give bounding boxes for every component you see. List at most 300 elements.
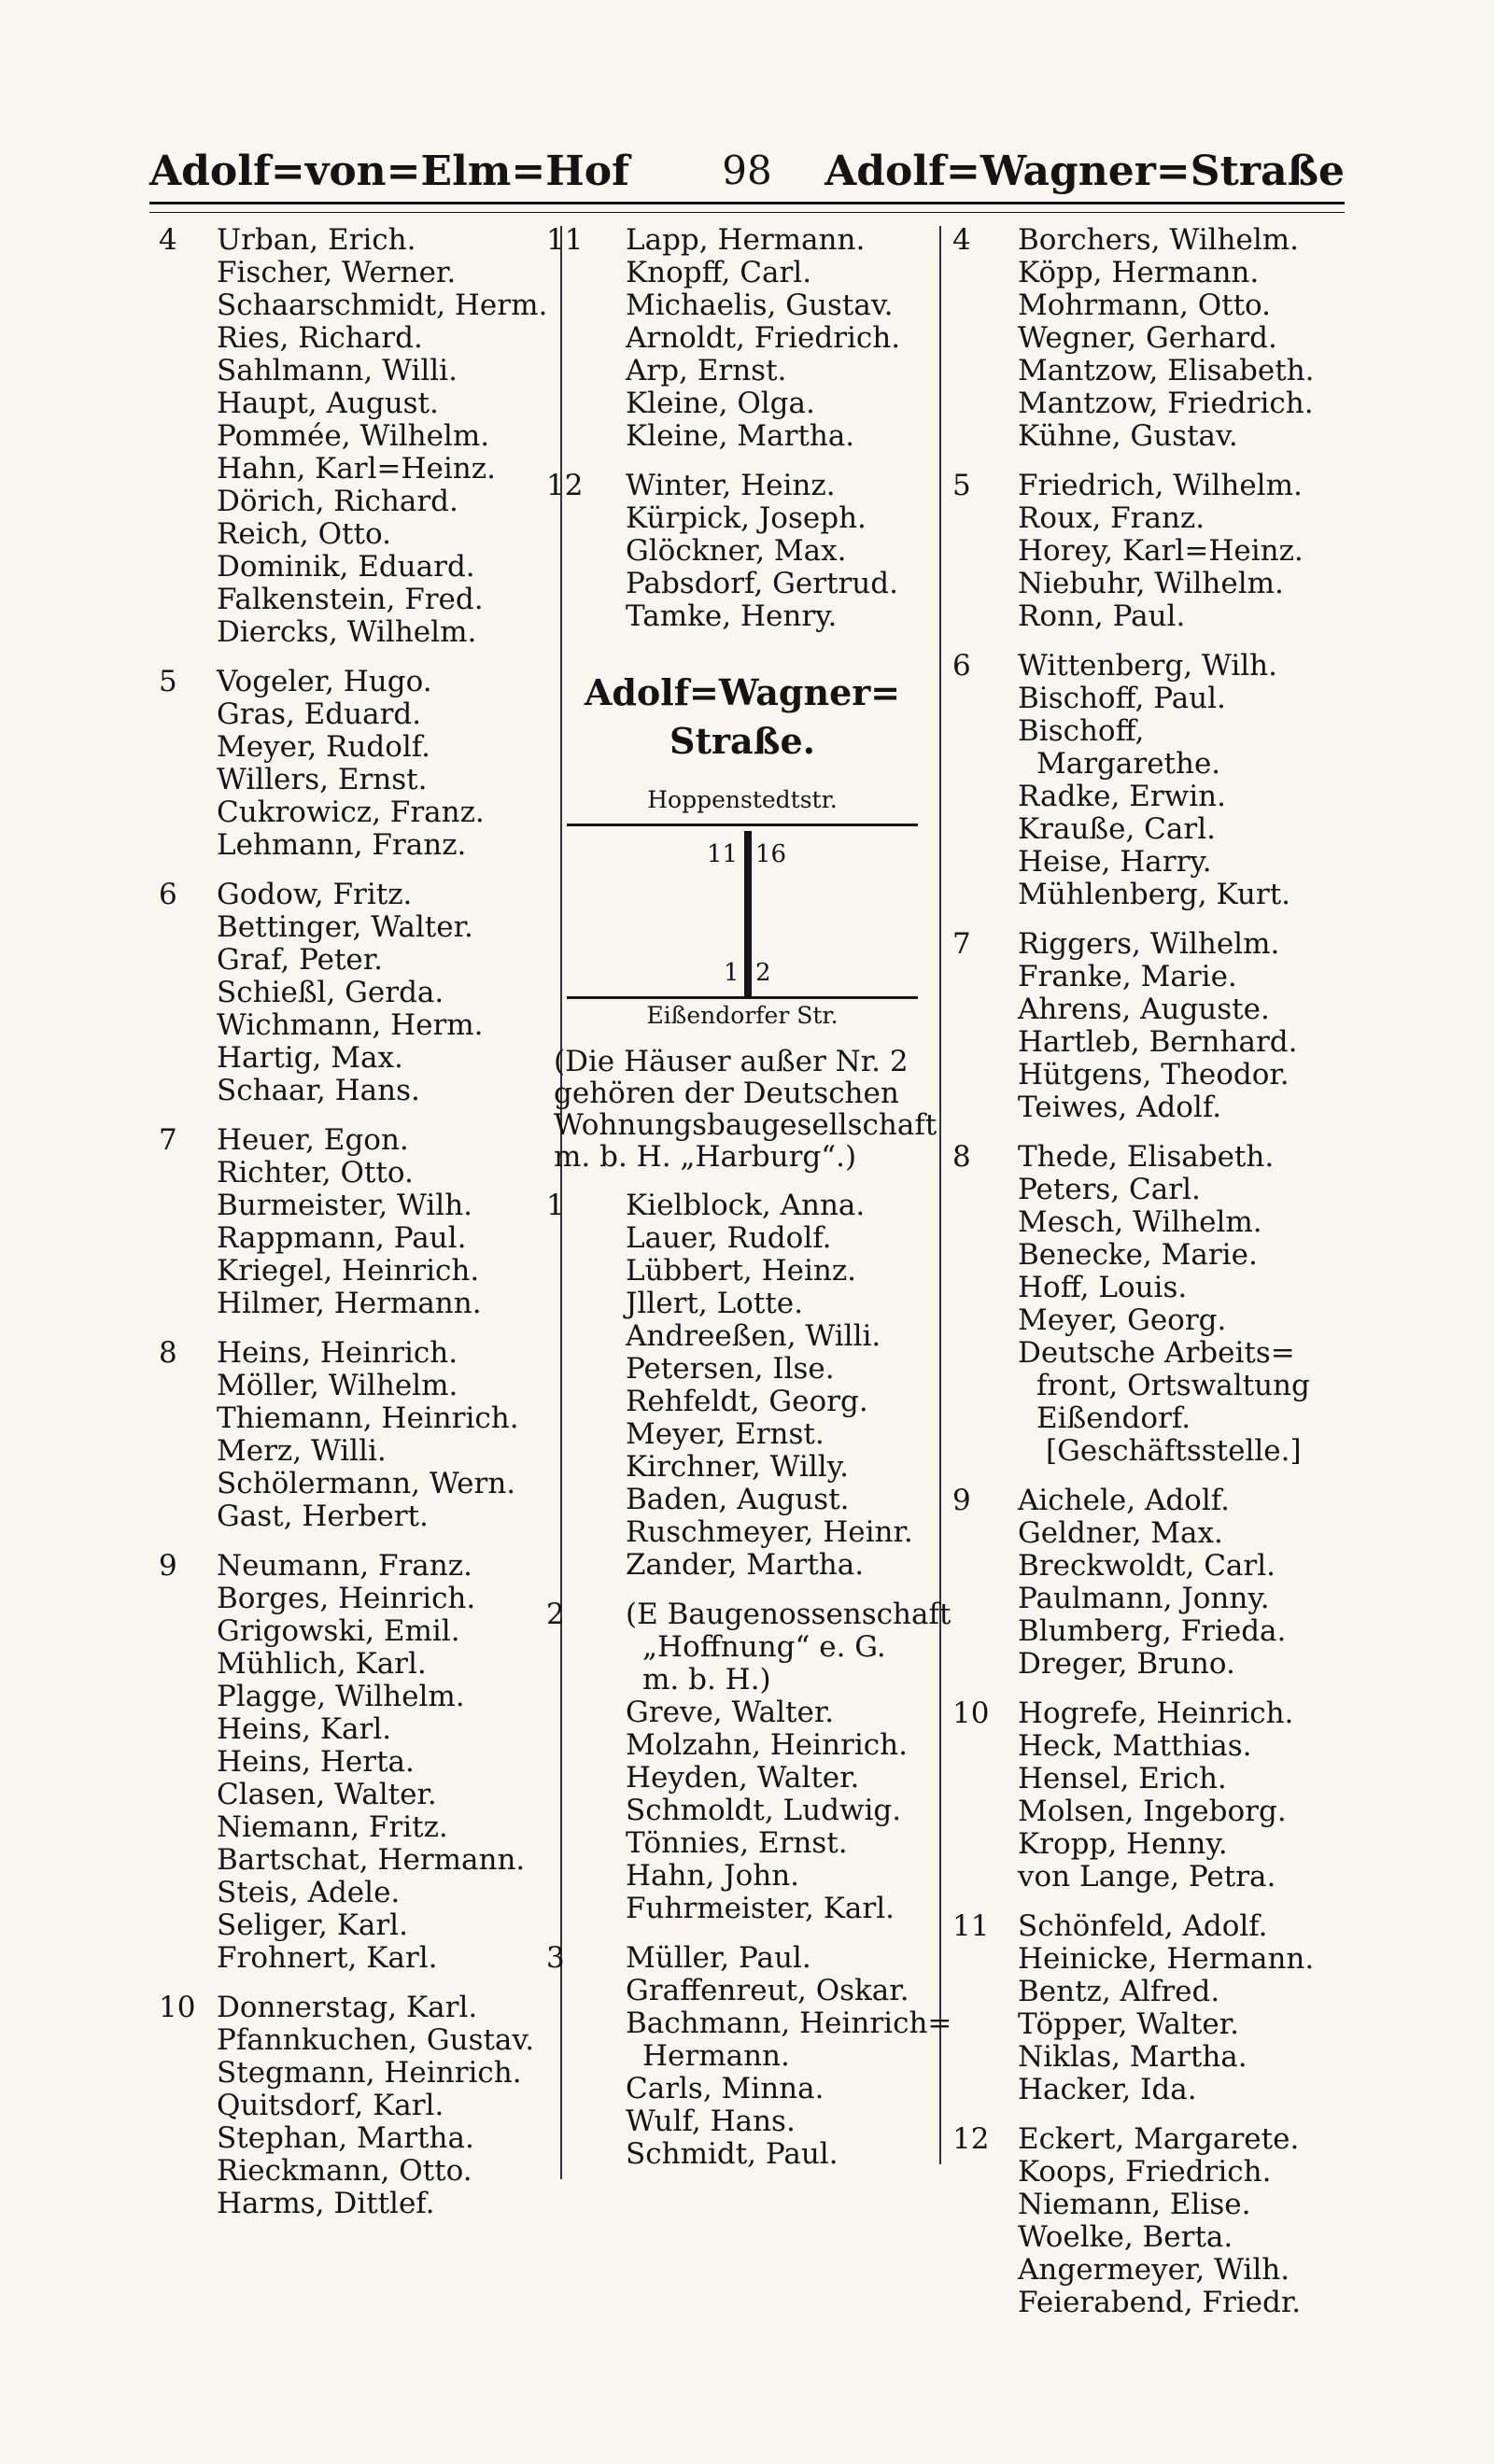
resident-name: Hogrefe, Heinrich. (1018, 1697, 1294, 1730)
resident-entry (952, 470, 1363, 502)
resident-entry (159, 1942, 551, 1975)
resident-entry (546, 1762, 948, 1795)
resident-name: Plagge, Wilhelm. (217, 1680, 465, 1713)
resident-name: Pabsdorf, Gertrud. (626, 567, 898, 600)
house-number: 5 (159, 665, 177, 698)
resident-name: Friedrich, Wilhelm. (1018, 469, 1303, 502)
resident-name: Frohnert, Karl. (217, 1941, 438, 1975)
resident-name: Schmoldt, Ludwig. (626, 1794, 902, 1827)
resident-entry (159, 486, 551, 518)
house-number: 3 (546, 1941, 565, 1975)
resident-entry (546, 2006, 952, 2040)
resident-name: Ries, Richard. (217, 321, 423, 355)
resident-entry (952, 1910, 1363, 1943)
resident-entry (952, 879, 1363, 911)
resident-name: Meyer, Georg. (1018, 1303, 1227, 1337)
resident-name: Benecke, Marie. (1018, 1238, 1258, 1272)
resident-name: m. b. H.) (642, 1663, 771, 1697)
resident-name: Meyer, Rudolf. (217, 730, 431, 764)
resident-entry (952, 748, 1363, 781)
resident-entry (952, 1697, 1363, 1730)
resident-entry (952, 1730, 1363, 1763)
resident-entry (159, 616, 551, 649)
resident-name: Lehmann, Franz. (217, 828, 467, 862)
resident-name: von Lange, Petra. (1018, 1860, 1276, 1894)
resident-name: Steis, Adele. (217, 1876, 401, 1909)
resident-entry (952, 1828, 1363, 1861)
resident-name: Gast, Herbert. (217, 1500, 429, 1533)
resident-name: Heyden, Walter. (626, 1761, 860, 1795)
resident-entry (546, 1288, 948, 1320)
resident-name: Pommée, Wilhelm. (217, 419, 490, 453)
resident-entry (159, 584, 551, 616)
resident-name: Schölermann, Wern. (217, 1467, 516, 1500)
resident-entry (159, 911, 551, 944)
resident-entry (952, 846, 1363, 879)
house-number: 2 (546, 1598, 565, 1631)
resident-name: Mühlich, Karl. (217, 1647, 427, 1681)
resident-entry (159, 698, 551, 731)
resident-name: Bartschat, Hermann. (217, 1843, 526, 1877)
resident-name: Bischoff, Paul. (1018, 682, 1226, 715)
resident-name: Stegmann, Heinrich. (217, 2056, 522, 2090)
resident-name: Hilmer, Hermann. (217, 1287, 482, 1320)
resident-name: Möller, Wilhelm. (217, 1369, 458, 1402)
resident-name: Krauße, Carl. (1018, 812, 1216, 846)
column-2-bottom-list (546, 1189, 952, 2171)
resident-entry (159, 1288, 551, 1320)
resident-entry (952, 650, 1363, 683)
resident-entry (952, 2156, 1363, 2189)
resident-entry (952, 1943, 1363, 1976)
resident-name: Lübbert, Heinz. (626, 1254, 857, 1288)
resident-name: Vogeler, Hugo. (217, 665, 432, 698)
resident-entry (546, 1860, 948, 1893)
resident-entry (159, 1009, 551, 1042)
resident-entry (546, 1827, 948, 1860)
resident-entry (546, 1255, 948, 1288)
resident-name: Fischer, Werner. (217, 256, 457, 289)
column-2-top-list (546, 224, 948, 633)
house-number: 12 (546, 469, 584, 502)
resident-name: Niemann, Elise. (1018, 2188, 1251, 2221)
resident-name: Harms, Dittlef. (217, 2187, 435, 2220)
resident-entry (159, 1746, 551, 1779)
map-bottom-line (567, 996, 918, 999)
resident-name: Molsen, Ingeborg. (1018, 1795, 1287, 1828)
resident-entry (546, 1549, 948, 1582)
resident-entry (952, 1795, 1363, 1828)
resident-name: Lapp, Hermann. (626, 223, 866, 257)
resident-name: Quitsdorf, Karl. (217, 2089, 444, 2122)
resident-entry (159, 1909, 551, 1942)
resident-entry (159, 1992, 551, 2024)
resident-entry (952, 224, 1363, 257)
resident-name: Radke, Erwin. (1018, 780, 1226, 813)
resident-entry (159, 2090, 551, 2122)
resident-entry (159, 289, 551, 322)
house-number: 9 (159, 1549, 177, 1583)
resident-entry (159, 2057, 551, 2090)
resident-name: Heins, Heinrich. (217, 1336, 458, 1370)
resident-entry (952, 813, 1363, 846)
header-left-street: Adolf=von=Elm=Hof (149, 148, 630, 195)
resident-name: Breckwoldt, Carl. (1018, 1549, 1276, 1583)
resident-entry (159, 2122, 551, 2155)
resident-name: Cukrowicz, Franz. (217, 796, 485, 829)
resident-name: Wulf, Hans. (626, 2105, 796, 2138)
resident-name: Godow, Fritz. (217, 878, 413, 911)
resident-entry (546, 1320, 948, 1353)
resident-entry (952, 683, 1363, 715)
resident-entry (952, 1648, 1363, 1681)
resident-entry (159, 796, 551, 829)
resident-entry (159, 1370, 551, 1402)
resident-name: Heise, Harry. (1018, 845, 1212, 879)
resident-entry (952, 2123, 1363, 2156)
resident-entry (159, 879, 551, 911)
resident-name: Haupt, August. (217, 387, 439, 420)
resident-name: Urban, Erich. (217, 223, 416, 257)
resident-entry (546, 2138, 948, 2171)
resident-name: Ahrens, Auguste. (1018, 993, 1270, 1026)
house-number: 12 (952, 2122, 990, 2156)
header-rule (149, 202, 1345, 213)
resident-entry (546, 470, 948, 502)
resident-entry (159, 1157, 551, 1190)
resident-name: Wichmann, Herm. (217, 1008, 484, 1042)
resident-name: Michaelis, Gustav. (626, 289, 894, 322)
resident-entry (952, 289, 1363, 322)
resident-name: Merz, Willi. (217, 1434, 387, 1468)
resident-entry (159, 1255, 551, 1288)
resident-name: Seliger, Karl. (217, 1908, 408, 1942)
resident-entry (159, 1811, 551, 1844)
resident-entry (952, 1206, 1363, 1239)
resident-name: Heuer, Egon. (217, 1123, 409, 1157)
resident-entry (546, 1484, 948, 1516)
resident-name: Carls, Minna. (626, 2072, 825, 2105)
resident-entry (952, 2254, 1363, 2287)
resident-name: Hartig, Max. (217, 1041, 403, 1075)
resident-name: Dreger, Bruno. (1018, 1647, 1235, 1681)
resident-name: Winter, Heinz. (626, 469, 836, 502)
resident-entry (159, 666, 551, 698)
resident-name: Richter, Otto. (217, 1156, 414, 1190)
resident-name: Mohrmann, Otto. (1018, 289, 1272, 322)
page-header (149, 140, 1345, 205)
resident-entry (159, 1583, 551, 1615)
resident-name: Wittenberg, Wilh. (1018, 649, 1277, 683)
resident-entry (952, 1239, 1363, 1272)
resident-name: Thiemann, Heinrich. (217, 1401, 519, 1435)
resident-entry (159, 829, 551, 862)
resident-entry (952, 2041, 1363, 2074)
resident-name: Kleine, Olga. (626, 387, 815, 420)
resident-entry (159, 1713, 551, 1746)
resident-entry (952, 1174, 1363, 1206)
house-number: 6 (159, 878, 177, 911)
resident-entry (546, 1975, 948, 2007)
resident-entry (546, 322, 948, 355)
resident-name: Greve, Walter. (626, 1696, 835, 1729)
resident-entry (159, 764, 551, 796)
resident-name: Heins, Herta. (217, 1745, 415, 1779)
resident-name: Schaarschmidt, Herm. (217, 289, 548, 322)
resident-entry (159, 1402, 551, 1435)
resident-entry (159, 1779, 551, 1811)
resident-name: Hartleb, Bernhard. (1018, 1025, 1298, 1059)
resident-name: Lauer, Rudolf. (626, 1221, 832, 1255)
resident-entry (159, 977, 551, 1009)
resident-entry (952, 1091, 1363, 1124)
resident-entry (159, 2188, 551, 2220)
map-house-16: 16 (755, 840, 787, 868)
resident-name: Andreeßen, Willi. (626, 1319, 881, 1353)
resident-name: Willers, Ernst. (217, 763, 428, 796)
resident-name: Kürpick, Joseph. (626, 501, 867, 535)
resident-entry (546, 2105, 948, 2138)
resident-name: Diercks, Wilhelm. (217, 615, 477, 649)
resident-name: Ronn, Paul. (1018, 599, 1186, 633)
resident-name: Hahn, Karl=Heinz. (217, 452, 496, 486)
resident-name: Schönfeld, Adolf. (1018, 1909, 1268, 1943)
resident-entry (952, 1550, 1363, 1583)
house-number: 8 (952, 1140, 971, 1174)
resident-name: Gras, Eduard. (217, 697, 422, 731)
house-number: 8 (159, 1336, 177, 1370)
resident-name: Petersen, Ilse. (626, 1352, 835, 1386)
resident-entry (952, 257, 1363, 289)
resident-entry (159, 1681, 551, 1713)
resident-name: Feierabend, Friedr. (1018, 2286, 1302, 2319)
map-house-11: 11 (707, 840, 739, 868)
resident-name: Mantzow, Friedrich. (1018, 387, 1314, 420)
map-street-bar (744, 831, 752, 999)
resident-name: Mesch, Wilhelm. (1018, 1205, 1262, 1239)
resident-entry (952, 1517, 1363, 1550)
resident-entry (546, 355, 948, 387)
resident-entry (952, 1485, 1363, 1517)
resident-name: Thede, Elisabeth. (1018, 1140, 1275, 1174)
resident-entry (159, 2024, 551, 2057)
resident-name: Woelke, Berta. (1018, 2220, 1233, 2254)
ownership-note (546, 1046, 946, 1173)
resident-name: Hermann. (642, 2039, 790, 2073)
resident-entry (546, 289, 948, 322)
resident-entry (546, 1942, 948, 1975)
resident-entry (546, 1222, 948, 1255)
resident-name: Borges, Heinrich. (217, 1582, 476, 1615)
resident-entry (952, 420, 1363, 453)
resident-name: Rappmann, Paul. (217, 1221, 467, 1255)
resident-name: Fuhrmeister, Karl. (626, 1892, 895, 1925)
resident-entry (952, 535, 1363, 568)
resident-name: Graf, Peter. (217, 943, 384, 977)
resident-entry (546, 420, 948, 453)
resident-entry (546, 257, 948, 289)
house-number: 5 (952, 469, 971, 502)
resident-name: Burmeister, Wilh. (217, 1189, 473, 1222)
resident-name: Angermeyer, Wilh. (1018, 2253, 1290, 2287)
house-number: 10 (952, 1697, 990, 1730)
resident-name: Tamke, Henry. (626, 599, 838, 633)
resident-name: Stephan, Martha. (217, 2121, 474, 2155)
resident-name: Töpper, Walter. (1018, 2007, 1239, 2041)
note-line: m. b. H. „Harburg“.) (554, 1140, 857, 1174)
resident-name: Hütgens, Theodor. (1018, 1058, 1290, 1091)
resident-name: Kriegel, Heinrich. (217, 1254, 480, 1288)
resident-name: Franke, Marie. (1018, 960, 1237, 993)
map-house-1: 1 (724, 959, 740, 987)
resident-name: Grigowski, Emil. (217, 1614, 460, 1648)
resident-name: Aichele, Adolf. (1018, 1484, 1230, 1517)
resident-name: Donnerstag, Karl. (217, 1991, 478, 2024)
resident-entry (159, 1075, 551, 1107)
street-title-line2: Straße. (669, 720, 815, 762)
resident-entry (546, 1664, 948, 1697)
resident-entry (159, 551, 551, 584)
house-number: 7 (952, 927, 971, 961)
column-3 (952, 224, 1363, 2319)
resident-name: Müller, Paul. (626, 1941, 811, 1975)
resident-name: Sahlmann, Willi. (217, 354, 458, 387)
resident-entry (952, 568, 1363, 600)
resident-entry (159, 1550, 551, 1583)
resident-name: Clasen, Walter. (217, 1778, 437, 1811)
resident-name: Hoff, Louis. (1018, 1271, 1188, 1304)
resident-entry (952, 1763, 1363, 1795)
resident-name: Heck, Matthias. (1018, 1729, 1252, 1763)
resident-entry (546, 2040, 948, 2073)
resident-name: Graffenreut, Oskar. (626, 1974, 909, 2007)
house-number: 11 (952, 1909, 990, 1943)
resident-name: Molzahn, Heinrich. (626, 1728, 908, 1762)
resident-entry (546, 600, 948, 633)
resident-name: Baden, August. (626, 1483, 850, 1516)
resident-entry (952, 2008, 1363, 2041)
resident-name: [Geschäftsstelle.] (1046, 1434, 1302, 1468)
resident-name: front, Ortswaltung (1036, 1369, 1310, 1402)
resident-entry (952, 387, 1363, 420)
map-top-street: Hoppenstedtstr. (647, 786, 838, 813)
resident-name: Neumann, Franz. (217, 1549, 472, 1583)
resident-name: Eißendorf. (1036, 1401, 1191, 1435)
resident-name: „Hoffnung“ e. G. (642, 1630, 886, 1664)
resident-entry (952, 2189, 1363, 2221)
resident-entry (546, 535, 948, 568)
resident-entry (546, 1190, 948, 1222)
street-map (546, 786, 938, 1029)
resident-name: Niebuhr, Wilhelm. (1018, 567, 1284, 600)
resident-entry (952, 1059, 1363, 1091)
resident-entry (546, 1729, 948, 1762)
resident-name: Riggers, Wilhelm. (1018, 927, 1280, 961)
resident-name: Niemann, Fritz. (217, 1810, 448, 1844)
resident-name: Reich, Otto. (217, 517, 391, 551)
resident-name: Peters, Carl. (1018, 1173, 1201, 1206)
house-number: 9 (952, 1484, 971, 1517)
resident-entry (952, 1861, 1363, 1894)
map-top-line (567, 824, 918, 826)
resident-name: Kleine, Martha. (626, 419, 855, 453)
house-number: 6 (952, 649, 971, 683)
resident-name: Schmidt, Paul. (626, 2137, 839, 2171)
resident-entry (952, 928, 1363, 961)
resident-name: Tönnies, Ernst. (626, 1826, 848, 1860)
resident-entry (159, 518, 551, 551)
resident-entry (159, 731, 551, 764)
resident-name: Köpp, Hermann. (1018, 256, 1260, 289)
resident-entry (546, 387, 948, 420)
resident-entry (546, 1418, 948, 1451)
resident-entry (952, 715, 1363, 748)
resident-entry (546, 1795, 948, 1827)
resident-entry (159, 2155, 551, 2188)
resident-name: Dominik, Eduard. (217, 550, 475, 584)
resident-entry (159, 1648, 551, 1681)
resident-entry (952, 355, 1363, 387)
resident-name: Kühne, Gustav. (1018, 419, 1238, 453)
resident-entry (546, 1386, 948, 1418)
resident-name: Roux, Franz. (1018, 501, 1205, 535)
resident-entry (952, 1615, 1363, 1648)
map-bottom-street: Eißendorfer Str. (646, 1002, 839, 1029)
resident-entry (159, 1337, 551, 1370)
resident-entry (159, 1500, 551, 1533)
resident-entry (952, 993, 1363, 1026)
resident-entry (159, 224, 551, 257)
house-number: 4 (952, 223, 971, 257)
resident-entry (546, 1451, 948, 1484)
resident-entry (952, 600, 1363, 633)
resident-name: Blumberg, Frieda. (1018, 1614, 1287, 1648)
resident-name: Bentz, Alfred. (1018, 1975, 1220, 2008)
resident-name: Niklas, Martha. (1018, 2040, 1247, 2074)
resident-name: Borchers, Wilhelm. (1018, 223, 1299, 257)
resident-entry (952, 502, 1363, 535)
resident-name: Bettinger, Walter. (217, 910, 473, 944)
resident-name: Heins, Karl. (217, 1712, 392, 1746)
resident-name: Hensel, Erich. (1018, 1762, 1227, 1795)
resident-entry (952, 2074, 1363, 2106)
resident-name: Teiwes, Adolf. (1018, 1091, 1222, 1124)
resident-entry (546, 1598, 951, 1631)
house-number: 11 (546, 223, 584, 257)
resident-entry (952, 1272, 1363, 1304)
resident-entry (159, 1042, 551, 1075)
resident-entry (159, 420, 551, 453)
note-line: gehören der Deutschen (554, 1077, 899, 1110)
resident-entry (952, 1402, 1363, 1435)
resident-entry (159, 1222, 551, 1255)
note-line: (Die Häuser außer Nr. 2 (554, 1045, 909, 1078)
header-right-street: Adolf=Wagner=Straße (825, 148, 1345, 195)
resident-name: Falkenstein, Fred. (217, 583, 484, 616)
resident-name: Kirchner, Willy. (626, 1450, 849, 1484)
resident-entry (952, 781, 1363, 813)
resident-name: Mühlenberg, Kurt. (1018, 878, 1291, 911)
resident-name: Kropp, Henny. (1018, 1827, 1228, 1861)
resident-name: Heinicke, Hermann. (1018, 1942, 1315, 1976)
resident-entry (952, 2221, 1363, 2254)
house-number: 7 (159, 1123, 177, 1157)
resident-entry (159, 1615, 551, 1648)
resident-name: Koops, Friedrich. (1018, 2155, 1272, 2189)
resident-entry (952, 1141, 1363, 1174)
resident-name: Jllert, Lotte. (626, 1287, 803, 1320)
resident-entry (952, 1583, 1363, 1615)
